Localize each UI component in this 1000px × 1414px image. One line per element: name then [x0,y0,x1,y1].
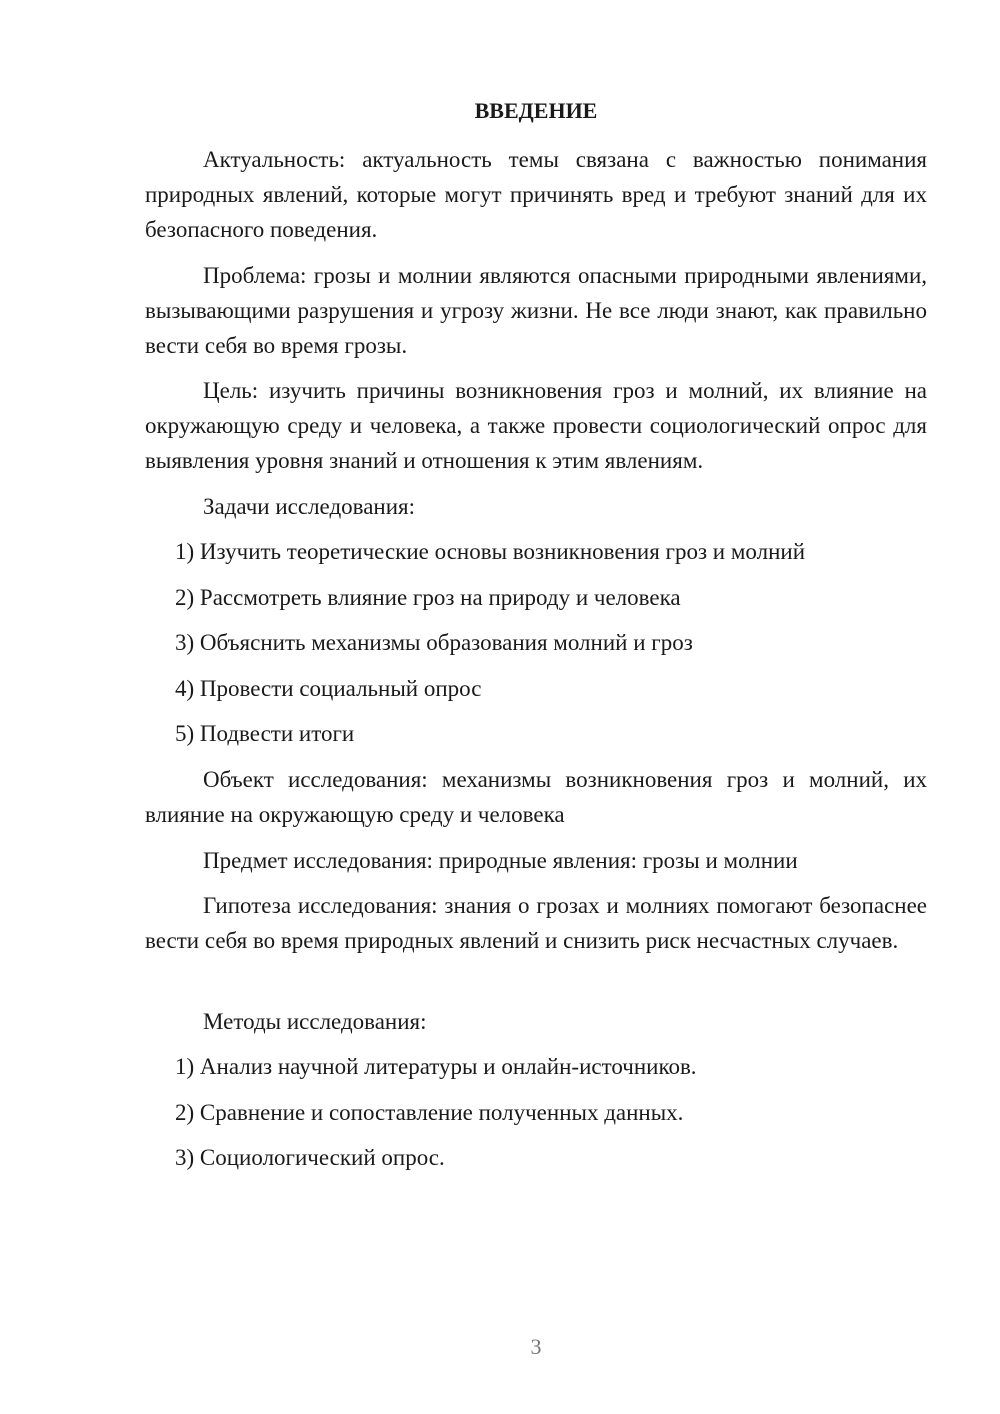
task-item: 1) Изучить теоретические основы возникновения гроз и молний [175,539,806,564]
problem-paragraph: Проблема: грозы и молнии являются опасными природными явлениями, вызывающими разрушения и угрозу жизни. Не все люди знают, как правильно вести себя во время грозы. [145,263,927,358]
subject-paragraph: Предмет исследования: природные явления: грозы и молнии [203,848,798,873]
task-item: 2) Рассмотреть влияние гроз на природу и человека [175,585,681,610]
task-item: 4) Провести социальный опрос [175,676,482,701]
page-number: 3 [530,1334,542,1359]
method-item: 3) Социологический опрос. [175,1145,445,1170]
task-item: 5) Подвести итоги [175,721,355,746]
method-item: 1) Анализ научной литературы и онлайн-источников. [175,1054,697,1079]
relevance-paragraph: Актуальность: актуальность темы связана с важностью понимания природных явлений, которые могут причинять вред и требуют знаний для их безопасного поведения. [145,147,927,242]
methods-heading: Методы исследования: [203,1009,427,1034]
method-item: 2) Сравнение и сопоставление полученных данных. [175,1100,684,1125]
object-paragraph: Объект исследования: механизмы возникновения гроз и молний, их влияние на окружающую среду и человека [145,767,927,827]
task-item: 3) Объяснить механизмы образования молний и гроз [175,630,693,655]
hypothesis-paragraph: Гипотеза исследования: знания о грозах и молниях помогают безопаснее вести себя во время природных явлений и снизить риск несчастных случаев. [145,893,927,953]
tasks-heading: Задачи исследования: [203,494,416,519]
page-title: ВВЕДЕНИЕ [474,98,598,123]
goal-paragraph: Цель: изучить причины возникновения гроз и молний, их влияние на окружающую среду и человека, а также провести социологический опрос для выявления уровня знаний и отношения к этим явлениям. [145,378,927,473]
